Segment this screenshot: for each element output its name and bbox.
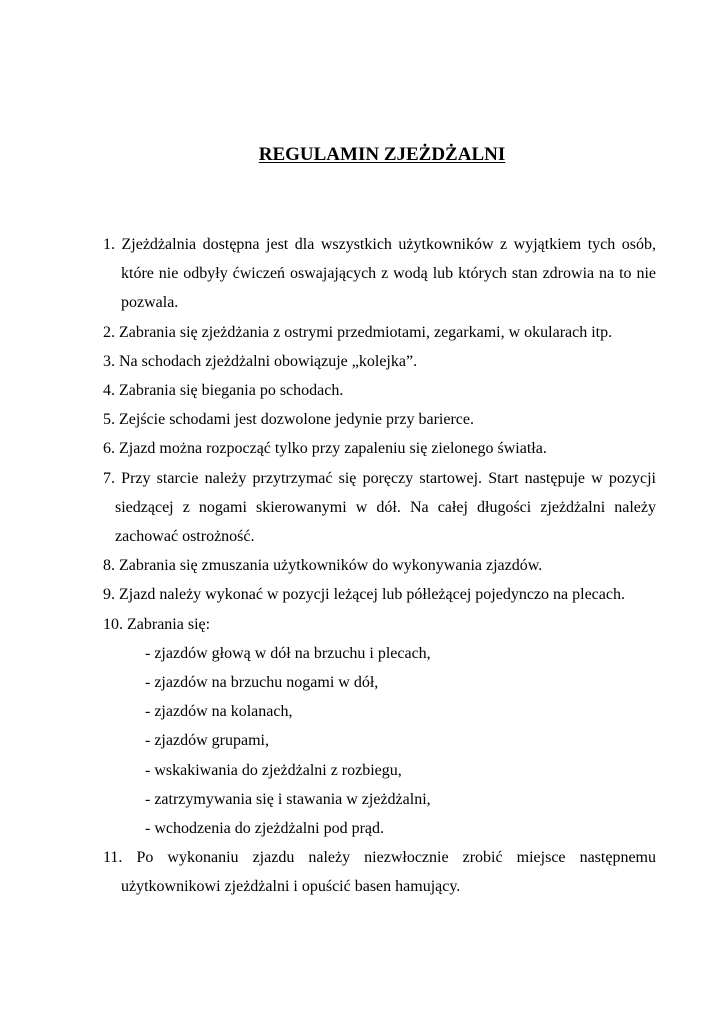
rule-10: 10. Zabrania się: bbox=[103, 615, 211, 633]
rule-11: 11. Po wykonaniu zjazdu należy niezwłocznie zrobić miejsce następnemu użytkownikowi zjeżdżalni i opuścić basen hamujący. bbox=[103, 849, 656, 896]
rule-3: 3. Na schodach zjeżdżalni obowiązuje „kolejka”. bbox=[103, 352, 418, 370]
rule-10-item-6: - zatrzymywania się i stawania w zjeżdżalni, bbox=[145, 790, 431, 808]
rule-6: 6. Zjazd można rozpocząć tylko przy zapaleniu się zielonego światła. bbox=[103, 440, 547, 458]
rule-10-item-5: - wskakiwania do zjeżdżalni z rozbiegu, bbox=[145, 761, 402, 779]
rule-1: 1. Zjeżdżalnia dostępna jest dla wszystkich użytkowników z wyjątkiem tych osób, które nie odbyły ćwiczeń oswajających z wodą lub których stan zdrowia na to nie pozwala. bbox=[103, 236, 656, 312]
rule-10-item-3: - zjazdów na kolanach, bbox=[145, 703, 293, 721]
rule-4: 4. Zabrania się biegania po schodach. bbox=[103, 382, 344, 400]
rule-10-item-7: - wchodzenia do zjeżdżalni pod prąd. bbox=[145, 820, 385, 838]
rule-8: 8. Zabrania się zmuszania użytkowników do wykonywania zjazdów. bbox=[103, 557, 543, 575]
rules-list bbox=[103, 230, 656, 902]
rule-9: 9. Zjazd należy wykonać w pozycji leżącej lub półleżącej pojedynczo na plecach. bbox=[103, 586, 625, 604]
rule-10-item-4: - zjazdów grupami, bbox=[145, 732, 269, 750]
rule-10-item-2: - zjazdów na brzuchu nogami w dół, bbox=[145, 674, 379, 692]
rule-2: 2. Zabrania się zjeżdżania z ostrymi przedmiotami, zegarkami, w okularach itp. bbox=[103, 323, 613, 341]
rule-5: 5. Zejście schodami jest dozwolone jedynie przy barierce. bbox=[103, 411, 474, 429]
rule-10-item-1: - zjazdów głową w dół na brzuchu i plecach, bbox=[145, 644, 431, 662]
document-title: REGULAMIN ZJEŻDŻALNI bbox=[258, 144, 506, 165]
rule-7: 7. Przy starcie należy przytrzymać się poręczy startowej. Start następuje w pozycji siedzącej z nogami skierowanymi w dół. Na całej długości zjeżdżalni należy zachować ostrożność. bbox=[103, 469, 656, 546]
